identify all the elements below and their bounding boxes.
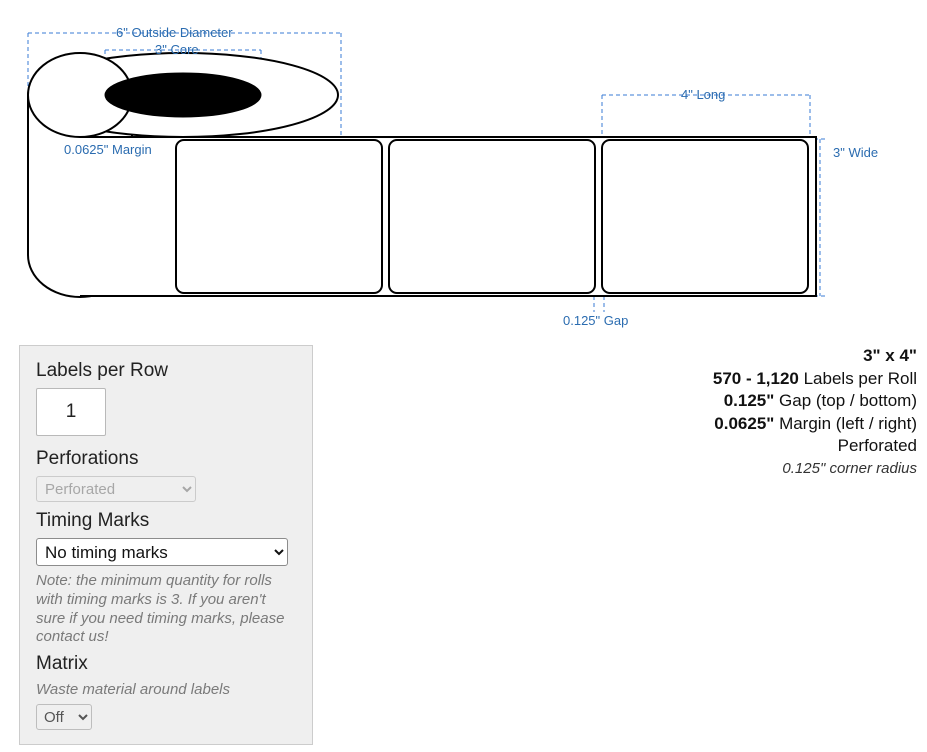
summary-margin (497, 413, 917, 436)
dim-long: 4" Long (681, 87, 726, 102)
summary-margin-text: Margin (left / right) (774, 413, 917, 433)
perforations-label: Perforations (36, 448, 139, 469)
labels-per-row-label: Labels per Row (36, 360, 169, 381)
summary-labels-per-roll (497, 368, 917, 391)
timing-marks-note: Note: the minimum quantity for rolls with timing marks is 3. If you aren't sure if you need timing marks, please contact us! (36, 572, 285, 646)
summary-gap-text: Gap (top / bottom) (774, 391, 917, 411)
timing-marks-label: Timing Marks (36, 510, 150, 531)
matrix-label: Matrix (36, 653, 88, 674)
summary-corner-radius: 0.125" corner radius (782, 460, 917, 478)
options-panel (19, 345, 313, 745)
dim-margin: 0.0625" Margin (64, 142, 152, 157)
summary-labels-per-roll-value: 570 - 1,120 (712, 368, 799, 388)
summary-labels-per-roll-text: Labels per Roll (798, 368, 917, 388)
timing-marks-select[interactable] (36, 538, 288, 566)
roll-diagram-svg (0, 0, 927, 340)
summary-gap (497, 390, 917, 413)
summary-perforated (497, 435, 917, 458)
summary-margin-value: 0.0625" (714, 413, 775, 433)
dim-wide: 3" Wide (833, 145, 879, 160)
matrix-select[interactable] (36, 704, 92, 730)
label-roll-diagram (0, 0, 927, 340)
summary-gap-value: 0.125" (723, 391, 775, 411)
matrix-description: Waste material around labels (36, 681, 230, 698)
dim-outside-diameter: 6" Outside Diameter (116, 25, 233, 40)
summary-size (497, 345, 917, 368)
perforations-select[interactable] (36, 476, 196, 502)
summary-perforated-text: Perforated (837, 436, 917, 456)
summary-size-value: 3" x 4" (863, 346, 917, 365)
labels-per-row-input[interactable] (36, 388, 106, 436)
spec-summary (497, 345, 917, 479)
label-shapes (176, 140, 808, 293)
dim-core: 3" Core (155, 42, 199, 57)
dim-gap: 0.125" Gap (563, 313, 629, 328)
